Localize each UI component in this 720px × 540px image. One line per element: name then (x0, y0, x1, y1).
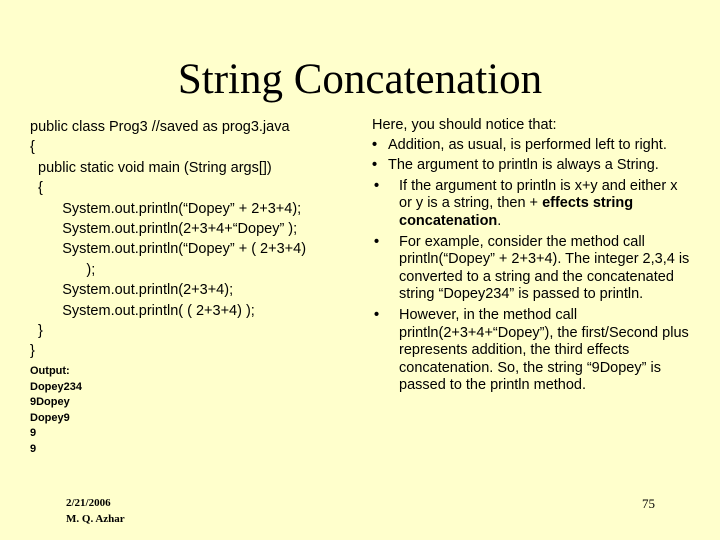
bullet-item (372, 234, 694, 304)
output-label: Output: (30, 365, 70, 377)
code-line: ); (30, 261, 96, 278)
bullet-dot-icon: • (372, 136, 378, 153)
output-line: 9 (30, 427, 37, 440)
code-line: System.out.println(“Dopey” + ( 2+3+4) (30, 241, 307, 258)
footer-date: 2/21/2006 (66, 497, 111, 509)
bullet-dot-icon: • (372, 157, 378, 174)
code-line: System.out.println(2+3+4+“Dopey” ); (30, 221, 298, 238)
notes-panel (372, 117, 694, 395)
code-line: System.out.println(“Dopey” + 2+3+4); (30, 200, 302, 217)
code-line: System.out.println( ( 2+3+4) ); (30, 302, 255, 319)
code-line: { (30, 139, 35, 156)
bullet-item (372, 137, 694, 155)
code-line: public class Prog3 //saved as prog3.java (30, 119, 290, 135)
footer-info (66, 495, 125, 527)
code-block (30, 117, 360, 362)
bullet-item (372, 178, 694, 231)
code-line: public static void main (String args[]) (30, 159, 272, 176)
code-line: } (30, 323, 43, 340)
bullet-item (372, 307, 694, 395)
bullet-text: Addition, as usual, is performed left to right. (388, 136, 667, 153)
bullet-dot-icon: • (374, 233, 380, 250)
bullet-dot-icon: • (374, 306, 380, 323)
output-line: 9Dopey (30, 396, 70, 409)
bullet-item (372, 157, 694, 175)
code-line: { (30, 180, 43, 197)
code-line: } (30, 343, 35, 360)
bullet-text (399, 178, 677, 229)
footer-author: M. Q. Azhar (66, 513, 125, 525)
output-block (30, 364, 82, 458)
bullet-dot-icon: • (374, 177, 380, 194)
code-line: System.out.println(2+3+4); (30, 282, 234, 299)
bullet-text-post: . (497, 212, 502, 229)
bullet-text: The argument to println is always a String. (388, 157, 659, 174)
notes-intro: Here, you should notice that: (372, 117, 557, 133)
bullet-text: However, in the method call println(2+3+4+“Dopey”), the first/Second plus represents addition, the third effects concatenation. So, the string “9Dopey” is passed to the println method. (399, 306, 689, 394)
bullet-text: For example, consider the method call println(“Dopey” + 2+3+4). The integer 2,3,4 is converted to a string and the concatenated string “Dopey234” is passed to println. (399, 233, 690, 303)
page-number: 75 (642, 496, 655, 511)
bullet-text-pre: If the argument to println is x+y and either x or y is a string, then + (399, 177, 678, 212)
bullet-text-bold: effects string concatenation (399, 195, 634, 229)
output-line: Dopey9 (30, 411, 70, 424)
slide-title: String Concatenation (177, 56, 543, 103)
output-line: Dopey234 (30, 380, 82, 393)
output-line: 9 (30, 442, 37, 455)
